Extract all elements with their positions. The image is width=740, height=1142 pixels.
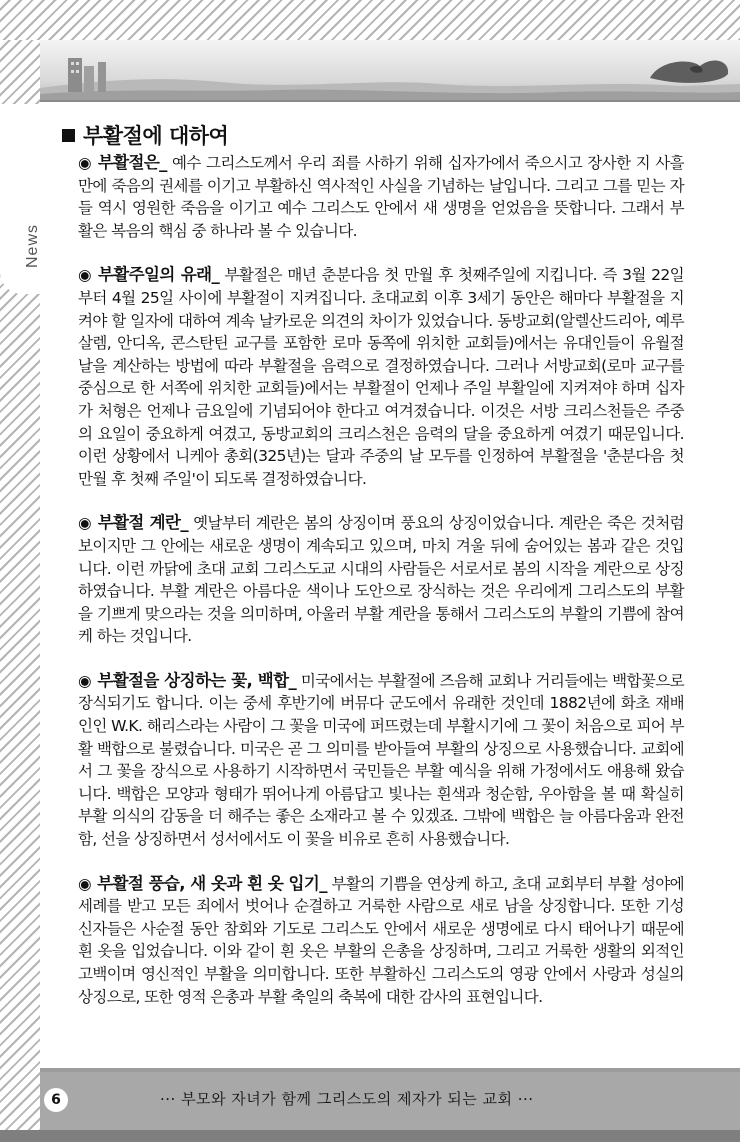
paragraph-text: 부활절은 매년 춘분다음 첫 만월 후 첫째주일에 지킵니다. 즉 3월 22일부터 4월 25일 사이에 부활절이 지켜집니다. 초대교회 이후 3세기 동안은 해마다 부활절을 지켜야 할 일자에 대하여 계속 날카로운 의견의 차이가 있었습니다. 동방교회(알렐산드리아, 예루살렘, 안디옥, 콘스탄틴 교구를 포함한 로마 동쪽에 위치한 교회들)에서는 유대인들이 유월절 날을 계산하는 방법에 따라 부활절을 음력으로 결정하였습니다. 그러나 서방교회(로마 교구를 중심으로 한 서쪽에 위치한 교회들)에서는 부활절이 언제나 주일 부활일에 지켜져야 하며 십자가 처형은 언제나 금요일에 기념되어야 한다고 여겨졌습니다. 이것은 서방 크리스천들은 주중의 요일이 중요하게 여겼고, 동방교회의 크리스천은 음력의 달을 중요하게 여겼기 때문입니다. 이런 상황에서 니케아 총회(325년)는 달과 주중의 날 모두를 인정하여 부활절을 '춘분다음 첫 만월 후 첫째 주일'이 되도록 결정하였습니다. (78, 266, 684, 488)
circle-bullet-icon: ◉ (78, 514, 92, 533)
header-banner-image (40, 40, 740, 102)
paragraph-lily (78, 670, 684, 851)
page-title: 부활절에 대하여 (83, 124, 229, 148)
paragraph-text: 부활의 기쁨을 연상케 하고, 초대 교회부터 부활 성야에 세례를 받고 모든 죄에서 벗어나 순결하고 거룩한 사람으로 새로 남을 상징합니다. 또한 기성 신자들은 사순절 동안 참회와 기도로 그리스도 안에서 새로운 생명에로 다시 태어나기 때문에 흰 옷을 입었습니다. 이와 같이 흰 옷은 부활의 은총을 상징하며, 그리고 거룩한 생활의 외적인 고백이며 영신적인 부활을 의미합니다. 또한 부활하신 그리스도의 영광 안에서 사랑과 성실의 상징으로, 또한 영적 은총과 부활 축일의 축복에 대한 감사의 표현입니다. (78, 874, 684, 1006)
section-title (62, 120, 228, 150)
paragraph-easter-egg (78, 512, 684, 648)
circle-bullet-icon: ◉ (78, 154, 92, 172)
paragraph-heading: 부활절을 상징하는 꽃, 백합_ (97, 670, 297, 690)
paragraph-heading: 부활절 풍습, 새 옷과 흰 옷 입기_ (97, 873, 327, 893)
paragraph-text: 예수 그리스도께서 우리 죄를 사하기 위해 십자가에서 죽으시고 장사한 지 사흘 만에 죽음의 권세를 이기고 부활하신 역사적인 사실을 기념하는 날입니다. 그리고 그를 믿는 자들 역시 영원한 죽음을 이기고 예수 그리스도 안에서 새 생명을 얻었음을 뜻합니다. 그래서 부활은 복음의 핵심 중 하나라 볼 수 있습니다. (78, 154, 684, 240)
square-bullet-icon (62, 129, 75, 142)
paragraph-heading: 부활절 계란_ (97, 513, 189, 533)
circle-bullet-icon: ◉ (78, 874, 92, 893)
paragraph-definition (78, 152, 684, 242)
circle-bullet-icon: ◉ (78, 671, 92, 690)
paragraph-heading: 부활주일의 유래_ (97, 265, 220, 285)
top-hatch-border (0, 0, 740, 40)
paragraph-heading: 부활절은_ (97, 153, 167, 172)
bottom-strip (0, 1130, 740, 1142)
article-body (78, 152, 684, 1030)
paragraph-text: 미국에서는 부활절에 즈음해 교회나 거리들에는 백합꽃으로 장식되기도 합니다. 이는 중세 후반기에 버뮤다 군도에서 유래한 것인데 1882년에 화초 재배인인 W.K. 해리스라는 사람이 그 꽃을 미국에 퍼뜨렸는데 부활시기에 그 꽃이 처음으로 피어 부활 백합으로 불렸습니다. 미국은 곧 그 의미를 받아들여 부활의 상징으로 사용했습니다. 교회에서 그 꽃을 장식으로 사용하기 시작하면서 국민들은 부활 예식을 위해 가정에서도 애용해 왔습니다. 백합은 모양과 형태가 뛰어나게 아름답고 빛나는 흰색과 청순함, 우아함을 볼 때 확실히 부활 의식의 감동을 더 해주는 좋은 소재라고 볼 수 있겠죠. 그밖에 백합은 늘 아름다움과 완전함, 선을 상징하면서 성서에서도 이 꽃을 비유로 흔히 사용했습니다. (78, 671, 684, 849)
side-label-news: News (24, 223, 41, 268)
paragraph-origin (78, 264, 684, 490)
circle-bullet-icon: ◉ (78, 266, 92, 285)
footer-motto: ··· 부모와 자녀가 함께 그리스도의 제자가 되는 교회 ··· (160, 1090, 534, 1108)
page-number: 6 (44, 1088, 68, 1112)
paragraph-white-clothes (78, 873, 684, 1009)
paragraph-text: 옛날부터 계란은 봄의 상징이며 풍요의 상징이었습니다. 계란은 죽은 것처럼 보이지만 그 안에는 새로운 생명이 계속되고 있으며, 마치 겨울 뒤에 숨어있는 봄과 같은 것입니다. 이런 까닭에 초대 교회 그리스도교 시대의 사람들은 서로서로 봄의 시작을 계란으로 상징하였습니다. 부활 계란은 아름다운 색이나 도안으로 장식하는 것은 우리에게 그리스도의 부활을 기쁘게 맞으라는 것을 의미하며, 아울러 부활 계란을 통해서 그리스도의 부활의 기쁨에 참여케 하는 것입니다. (78, 514, 684, 646)
